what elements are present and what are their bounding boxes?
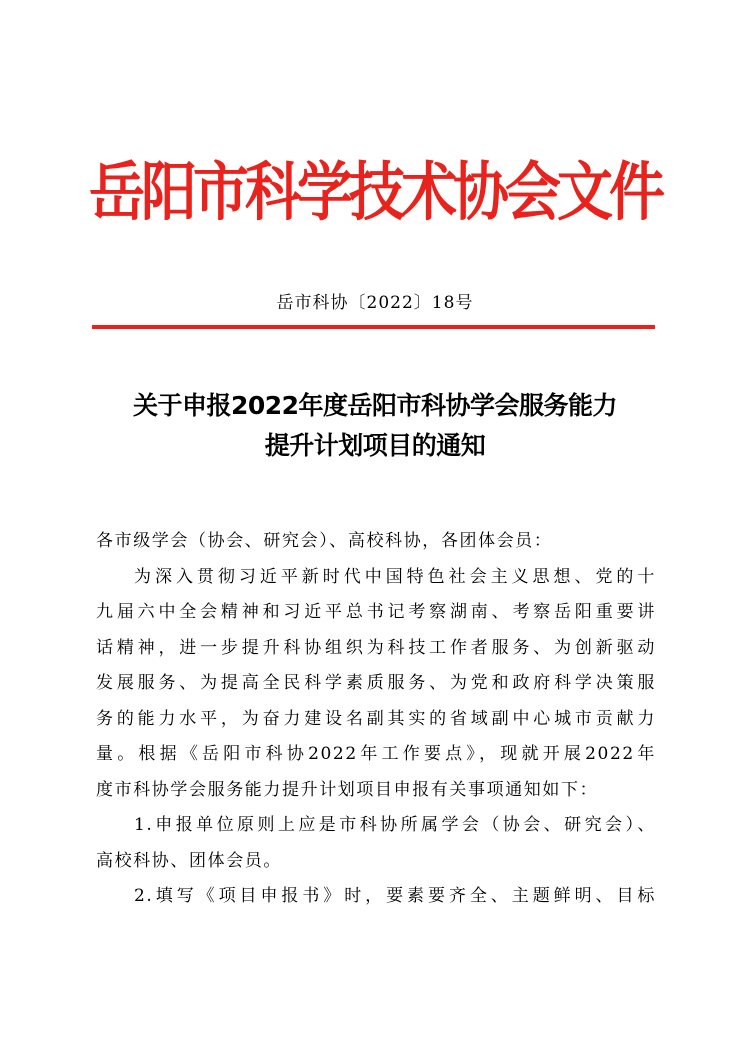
notice-title [0, 386, 750, 466]
notice-title-line-2: 提升计划项目的通知 [264, 431, 486, 460]
intro-line: 九届六中全会精神和习近平总书记考察湖南、考察岳阳重要讲 [96, 602, 656, 622]
red-divider-line [92, 325, 655, 329]
salutation: 各市级学会（协会、研究会）、高校科协，各团体会员： [96, 531, 553, 551]
intro-line: 为深入贯彻习近平新时代中国特色社会主义思想、党的十 [134, 566, 656, 587]
org-header-title: 岳阳市科学技术协会文件 [89, 155, 661, 231]
intro-line: 话精神，进一步提升科协组织为科技工作者服务、为创新驱动 [96, 637, 656, 658]
notice-title-line-1: 关于申报2022年度岳阳市科协学会服务能力 [132, 391, 618, 420]
intro-line: 发展服务、为提高全民科学素质服务、为党和政府科学决策服 [96, 673, 656, 693]
intro-line: 量。根据《岳阳市科协2022年工作要点》，现就开展2022年 [96, 744, 656, 764]
item-2-line: 2.填写《项目申报书》时，要素要齐全、主题鲜明、目标 [134, 886, 656, 906]
item-1-line: 高校科协、团体会员。 [96, 850, 282, 871]
document-number: 岳市科协〔2022〕18号 [276, 293, 474, 313]
intro-line: 度市科协学会服务能力提升计划项目申报有关事项通知如下： [96, 779, 599, 800]
notice-body [96, 524, 656, 915]
intro-line: 务的能力水平，为奋力建设名副其实的省域副中心城市贡献力 [96, 708, 656, 729]
item-1-line: 1.申报单位原则上应是市科协所属学会（协会、研究会）、 [134, 815, 656, 835]
